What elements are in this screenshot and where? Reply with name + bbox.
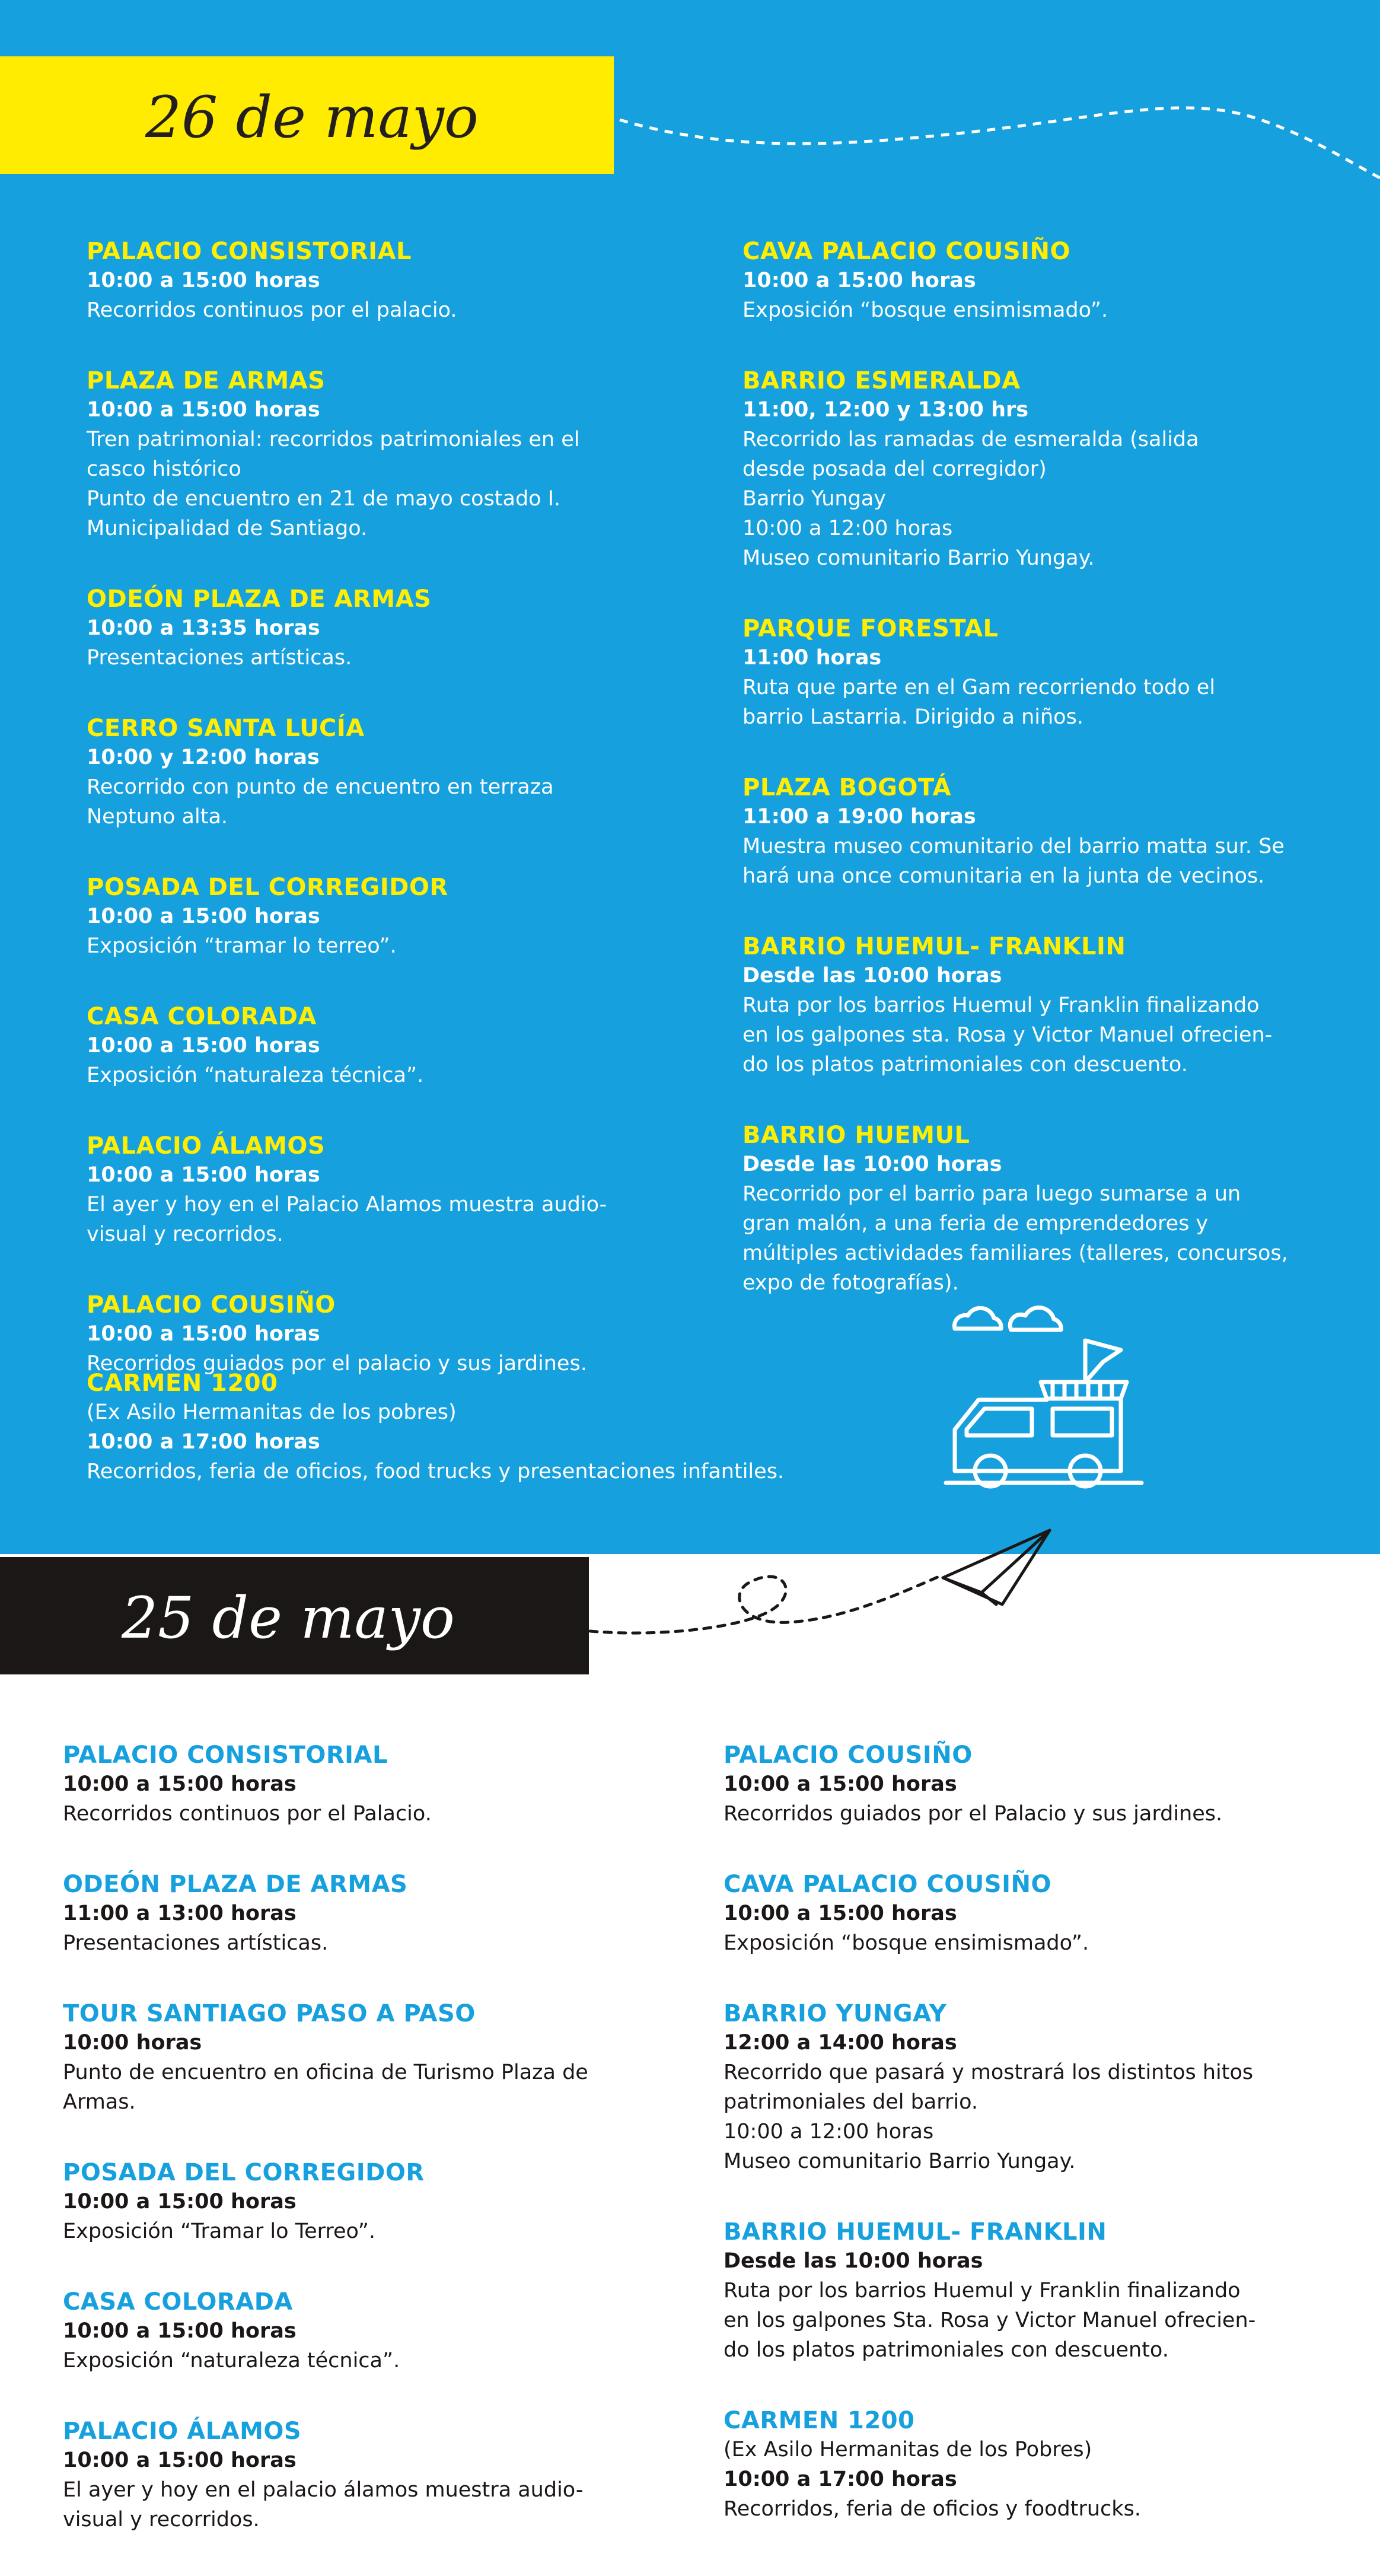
event-title: BARRIO HUEMUL: [742, 1122, 970, 1149]
event-description: Presentaciones artísticas.: [63, 1931, 329, 1955]
may25-left-column: [63, 1741, 691, 2576]
event-time: 12:00 a 14:00 horas: [724, 2031, 957, 2055]
event-time: 10:00 horas: [63, 2031, 202, 2055]
event-title: CAVA PALACIO COUSIÑO: [742, 238, 1070, 265]
event-description: Exposición “Tramar lo Terreo”.: [63, 2220, 375, 2243]
event-title: TOUR SANTIAGO PASO A PASO: [63, 2000, 476, 2027]
event-description: Tren patrimonial: recorridos patrimoniales en el casco histórico Punto de encuentro en 21 de mayo costado I. Municipalidad de Santiago.: [87, 428, 580, 540]
event-time: 11:00 horas: [742, 646, 882, 670]
event-time: Desde las 10:00 horas: [742, 964, 1002, 988]
may25-right-column: [724, 1741, 1370, 2565]
dashed-line-decoration: [617, 89, 1380, 184]
event-time: 10:00 a 15:00 horas: [63, 2190, 297, 2214]
event-entry: [63, 2158, 691, 2246]
event-title: CARMEN 1200: [724, 2407, 915, 2434]
event-entry: [63, 1741, 691, 1829]
event-entry: [87, 714, 715, 832]
may26-banner: [0, 56, 614, 174]
event-description: Ruta que parte en el Gam recorriendo todo el barrio Lastarria. Dirigido a niños.: [742, 676, 1216, 729]
event-entry: [87, 873, 715, 961]
paper-plane-icon: [587, 1527, 1062, 1652]
event-title: BARRIO ESMERALDA: [742, 367, 1021, 394]
event-time: 10:00 a 15:00 horas: [63, 2448, 297, 2472]
event-entry: [63, 2417, 691, 2534]
event-time: 10:00 a 15:00 horas: [742, 269, 976, 292]
event-title: PALACIO ÁLAMOS: [87, 1132, 326, 1160]
event-description: Recorridos continuos por el Palacio.: [63, 1802, 432, 1826]
event-title: PALACIO ÁLAMOS: [63, 2418, 302, 2445]
event-title: PALACIO CONSISTORIAL: [63, 1741, 388, 1769]
event-entry: [87, 1132, 715, 1249]
event-time: 10:00 a 15:00 horas: [87, 1163, 320, 1187]
event-title: BARRIO HUEMUL- FRANKLIN: [742, 933, 1126, 960]
event-title: POSADA DEL CORREGIDOR: [63, 2159, 425, 2186]
event-description: Muestra museo comunitario del barrio matta sur. Se hará una once comunitaria en la junta de vecinos.: [742, 835, 1285, 888]
event-title: PARQUE FORESTAL: [742, 615, 999, 642]
may26-right-column: [742, 237, 1371, 1339]
event-entry: [63, 2288, 691, 2376]
event-entry: [742, 1121, 1371, 1298]
event-time: 10:00 a 15:00 horas: [87, 1034, 320, 1058]
event-title: ODEÓN PLAZA DE ARMAS: [87, 585, 432, 613]
event-description: Recorridos continuos por el palacio.: [87, 298, 457, 322]
event-time: Desde las 10:00 horas: [742, 1152, 1002, 1176]
event-title: CAVA PALACIO COUSIÑO: [724, 1871, 1051, 1898]
event-title: BARRIO YUNGAY: [724, 2000, 947, 2027]
event-title: CASA COLORADA: [87, 1003, 317, 1030]
may25-heading: 25 de mayo: [122, 1585, 455, 1651]
event-title: ODEÓN PLAZA DE ARMAS: [63, 1871, 408, 1898]
event-time: 11:00 a 13:00 horas: [63, 1902, 297, 1925]
event-time: 10:00 a 15:00 horas: [724, 1902, 957, 1925]
event-description: Recorridos guiados por el Palacio y sus jardines.: [724, 1802, 1223, 1826]
event-title: BARRIO HUEMUL- FRANKLIN: [724, 2218, 1107, 2246]
event-entry: [724, 2218, 1370, 2365]
event-description: Exposición “bosque ensimismado”.: [724, 1931, 1089, 1955]
event-entry: [63, 1870, 691, 1958]
event-subtitle: (Ex Asilo Hermanitas de los Pobres): [724, 2438, 1092, 2462]
event-description: Recorridos, feria de oficios, food trucks y presentaciones infantiles.: [87, 1460, 785, 1483]
event-description: Exposición “naturaleza técnica”.: [87, 1063, 424, 1087]
may26-left-column: [87, 237, 715, 1420]
event-description: Exposición “tramar lo terreo”.: [87, 934, 397, 958]
may25-banner: [0, 1557, 589, 1674]
event-time: 11:00, 12:00 y 13:00 hrs: [742, 398, 1029, 422]
event-title: CERRO SANTA LUCÍA: [87, 715, 365, 742]
event-description: Punto de encuentro en oficina de Turismo Plaza de Armas.: [63, 2061, 588, 2114]
event-description: Recorrido que pasará y mostrará los distintos hitos patrimoniales del barrio. 10:00 a 12:00 horas Museo comunitario Barrio Yungay.: [724, 2061, 1254, 2173]
event-time: 10:00 a 15:00 horas: [87, 398, 320, 422]
event-entry: [63, 1999, 691, 2117]
event-time: 10:00 a 15:00 horas: [724, 1772, 957, 1796]
event-time: 10:00 a 15:00 horas: [87, 1322, 320, 1346]
event-entry: [724, 1999, 1370, 2176]
event-entry: [742, 237, 1371, 325]
event-description: Recorrido por el barrio para luego sumarse a un gran malón, a una feria de emprendedores y múltiples actividades familiares (talleres, concursos, expo de fotografías).: [742, 1182, 1288, 1295]
event-entry: [724, 1741, 1370, 1829]
event-time: 10:00 a 15:00 horas: [87, 269, 320, 292]
may26-carmen-entry: [87, 1369, 976, 1486]
event-time: 11:00 a 19:00 horas: [742, 805, 976, 829]
event-time: 10:00 a 17:00 horas: [87, 1430, 320, 1454]
event-entry: [742, 614, 1371, 732]
event-description: Exposición “naturaleza técnica”.: [63, 2349, 400, 2373]
event-title: PLAZA BOGOTÁ: [742, 774, 952, 801]
event-subtitle: (Ex Asilo Hermanitas de los pobres): [87, 1400, 457, 1424]
event-description: Exposición “bosque ensimismado”.: [742, 298, 1108, 322]
event-title: PLAZA DE ARMAS: [87, 367, 326, 394]
event-time: 10:00 a 15:00 horas: [87, 905, 320, 928]
event-description: Recorrido las ramadas de esmeralda (salida desde posada del corregidor) Barrio Yungay 10:00 a 12:00 horas Museo comunitario Barrio Yungay.: [742, 428, 1199, 570]
event-description: El ayer y hoy en el Palacio Alamos muestra audio- visual y recorridos.: [87, 1193, 607, 1246]
event-entry: [742, 367, 1371, 573]
event-entry: [87, 1002, 715, 1090]
event-time: 10:00 a 15:00 horas: [63, 1772, 297, 1796]
event-time: 10:00 a 17:00 horas: [724, 2467, 957, 2491]
event-title: PALACIO COUSIÑO: [87, 1291, 336, 1319]
event-description: Ruta por los barrios Huemul y Franklin finalizando en los galpones sta. Rosa y Victor Manuel ofrecien- do los platos patrimoniales con descuento.: [742, 994, 1273, 1077]
event-entry: [724, 2406, 1370, 2524]
event-title: POSADA DEL CORREGIDOR: [87, 874, 448, 901]
may26-heading: 26 de mayo: [145, 84, 479, 151]
event-description: Recorridos, feria de oficios y foodtrucks.: [724, 2497, 1141, 2521]
event-description: El ayer y hoy en el palacio álamos muestra audio- visual y recorridos.: [63, 2478, 584, 2532]
event-description: Presentaciones artísticas.: [87, 646, 352, 670]
event-entry: [87, 237, 715, 325]
event-time: Desde las 10:00 horas: [724, 2249, 983, 2273]
event-time: 10:00 a 15:00 horas: [63, 2319, 297, 2343]
event-title: PALACIO CONSISTORIAL: [87, 238, 412, 265]
event-title: CARMEN 1200: [87, 1370, 278, 1397]
event-entry: [742, 932, 1371, 1080]
event-description: Recorridos guiados por el palacio y sus jardines.: [87, 1352, 587, 1375]
event-entry: [87, 585, 715, 673]
event-description: Recorrido con punto de encuentro en terraza Neptuno alta.: [87, 775, 554, 829]
event-title: PALACIO COUSIÑO: [724, 1741, 973, 1769]
event-time: 10:00 a 13:35 horas: [87, 616, 320, 640]
event-entry: [87, 1291, 715, 1378]
event-entry: [742, 773, 1371, 891]
event-title: CASA COLORADA: [63, 2288, 293, 2316]
event-description: Ruta por los barrios Huemul y Franklin finalizando en los galpones Sta. Rosa y Victor Manuel ofrecien- do los platos patrimoniales con descuento.: [724, 2279, 1256, 2362]
event-time: 10:00 y 12:00 horas: [87, 746, 320, 769]
event-entry: [724, 1870, 1370, 1958]
food-truck-icon: [943, 1293, 1145, 1489]
event-entry: [87, 367, 715, 543]
